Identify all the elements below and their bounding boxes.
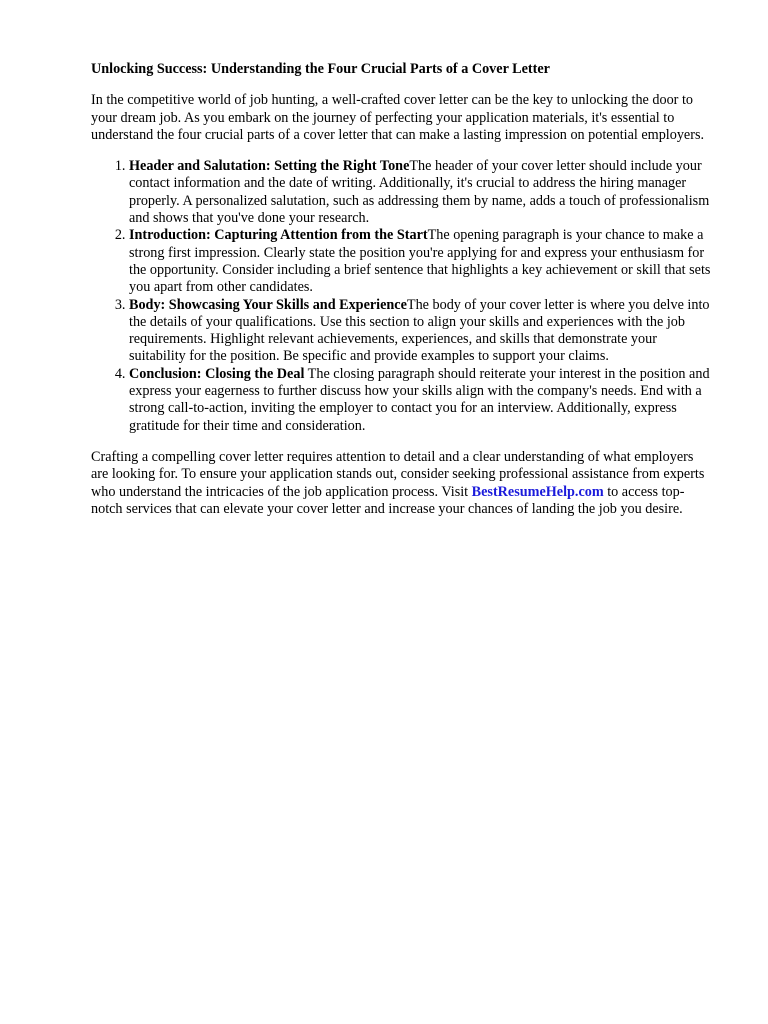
list-item [129, 297, 712, 366]
part-text: The body of your cover letter is where you delve into the details of your qualifications. Use this section to align your skills and experiences with the job requirements. Highlight relevant achievements, experiences, and skills that demonstrate your suitability for the position. Be specific and provide examples to support your claims. [129, 296, 710, 365]
best-resume-help-link[interactable]: BestResumeHelp.com [471, 483, 604, 500]
part-text: The header of your cover letter should include your contact information and the date of writing. Additionally, it's crucial to address the hiring manager properly. A personalized salutation, such as addressing them by name, adds a touch of professionalism and shows that you've done your research. [129, 158, 710, 227]
intro-paragraph: In the competitive world of job hunting, a well-crafted cover letter can be the key to unlocking the door to your dream job. As you embark on the journey of perfecting your application materials, it's essential to understand the four crucial parts of a cover letter that can make a lasting impression on potential employers. [91, 92, 705, 143]
document-title: Unlocking Success: Understanding the Four Crucial Parts of a Cover Letter [91, 61, 550, 77]
closing-text-after-link: to access top-notch services that can elevate your cover letter and increase your chances of landing the job you desire. [91, 483, 685, 517]
part-heading: Header and Salutation: Setting the Right Tone [129, 158, 410, 175]
part-heading: Conclusion: Closing the Deal [129, 365, 305, 382]
part-heading: Body: Showcasing Your Skills and Experience [129, 296, 407, 313]
list-item [129, 227, 712, 296]
closing-text-before-link: Crafting a compelling cover letter requires attention to detail and a clear understanding of what employers are looking for. To ensure your application stands out, consider seeking professional assistance from experts who understand the intricacies of the job application process. Visit [91, 448, 705, 500]
part-heading: Introduction: Capturing Attention from the Start [129, 227, 428, 244]
closing-paragraph [91, 449, 712, 518]
part-text: The closing paragraph should reiterate your interest in the position and express your eagerness to further discuss how your skills align with the company's needs. End with a strong call-to-action, inviting the employer to contact you for an interview. Additionally, express gratitude for their time and consideration. [129, 365, 710, 434]
list-item [129, 158, 712, 227]
cover-letter-parts-list [91, 158, 712, 435]
list-item [129, 366, 712, 435]
part-text: The opening paragraph is your chance to make a strong first impression. Clearly state the position you're applying for and express your enthusiasm for the opportunity. Consider including a brief sentence that highlights a key achievement or skill that sets you apart from other candidates. [129, 227, 711, 296]
